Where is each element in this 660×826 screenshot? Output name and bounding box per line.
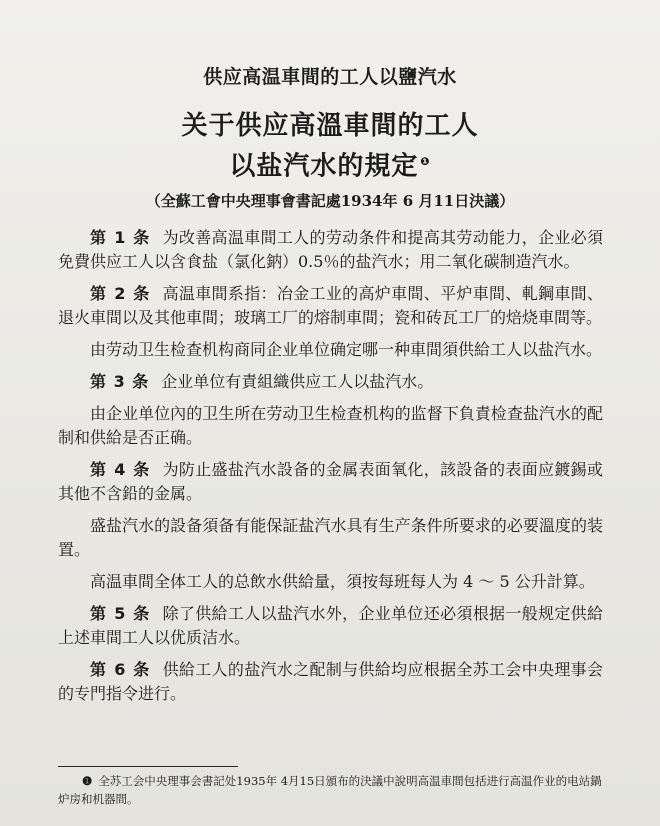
footnote-divider — [58, 766, 238, 767]
footnote-mark: ❶ — [82, 774, 93, 788]
article-1 — [58, 226, 603, 274]
article-label: 第 2 条 — [90, 284, 151, 303]
article-text: 为改善高温車間工人的劳动条件和提高其劳动能力，企业必須免費供应工人以含食盐（氯化鈉）0.5％的盐汽水；用二氧化碳制造汽水。 — [58, 228, 603, 271]
footnote-text: 全苏工会中央理事会書記处1935年 4月15日頒布的決議中說明高温車間包括进行高温作业的电站鍋炉房和机器間。 — [58, 774, 602, 806]
article-2 — [58, 282, 603, 330]
article-text: 供給工人的盐汽水之配制与供給均应根据全苏工会中央理事会的专門指令进行。 — [58, 660, 603, 703]
article-5 — [58, 602, 603, 650]
document-title — [0, 108, 660, 185]
footnote — [58, 772, 603, 808]
article-label: 第 6 条 — [90, 660, 151, 679]
title-note-mark: ❶ — [420, 155, 431, 168]
article-label: 第 1 条 — [90, 228, 151, 247]
paragraph — [58, 338, 603, 362]
running-head: 供应高温車間的工人以鹽汽水 — [203, 66, 457, 88]
title-line-2 — [0, 144, 660, 185]
paragraph-text: 由企业单位內的卫生所在劳动卫生检查机构的监督下負責检查盐汽水的配制和供給是否正确。 — [58, 404, 603, 447]
article-label: 第 5 条 — [90, 604, 151, 623]
article-label: 第 3 条 — [90, 372, 150, 391]
paragraph — [58, 570, 603, 594]
article-3 — [58, 370, 603, 394]
title-line-1: 关于供应高溫車間的工人 — [181, 111, 479, 141]
article-text: 为防止盛盐汽水設备的金属表面氧化，該設备的表面应鍍錫或其他不含鉛的金属。 — [58, 460, 603, 503]
paragraph-text: 高温車間全体工人的总飲水供給量，須按每班每人为 4 ～ 5 公升計算。 — [90, 572, 595, 591]
article-label: 第 4 条 — [90, 460, 151, 479]
paragraph — [58, 514, 603, 562]
article-6 — [58, 658, 603, 706]
article-text: 高温車間系指：冶金工业的高炉車間、平炉車間、軋鋼車間、退火車間以及其他車間；玻璃工厂的熔制車間；瓷和砖瓦工厂的焙烧車間等。 — [58, 284, 603, 327]
document-body — [58, 226, 603, 714]
paragraph — [58, 402, 603, 450]
article-text: 企业单位有責組織供应工人以盐汽水。 — [161, 372, 434, 391]
resolution-source: （全蘇工會中央理事會書記處1934年 6 月11日決議） — [145, 192, 515, 210]
paragraph-text: 盛盐汽水的設备須备有能保証盐汽水具有生产条件所要求的必要溫度的装置。 — [58, 516, 603, 559]
article-4 — [58, 458, 603, 506]
paragraph-text: 由劳动卫生检查机构商同企业单位确定哪一种車間須供給工人以盐汽水。 — [90, 340, 603, 359]
article-text: 除了供給工人以盐汽水外，企业单位还必須根据一般规定供給上述車間工人以优质洁水。 — [58, 604, 603, 647]
title-line-2-text: 以盐汽水的規定 — [229, 151, 419, 182]
